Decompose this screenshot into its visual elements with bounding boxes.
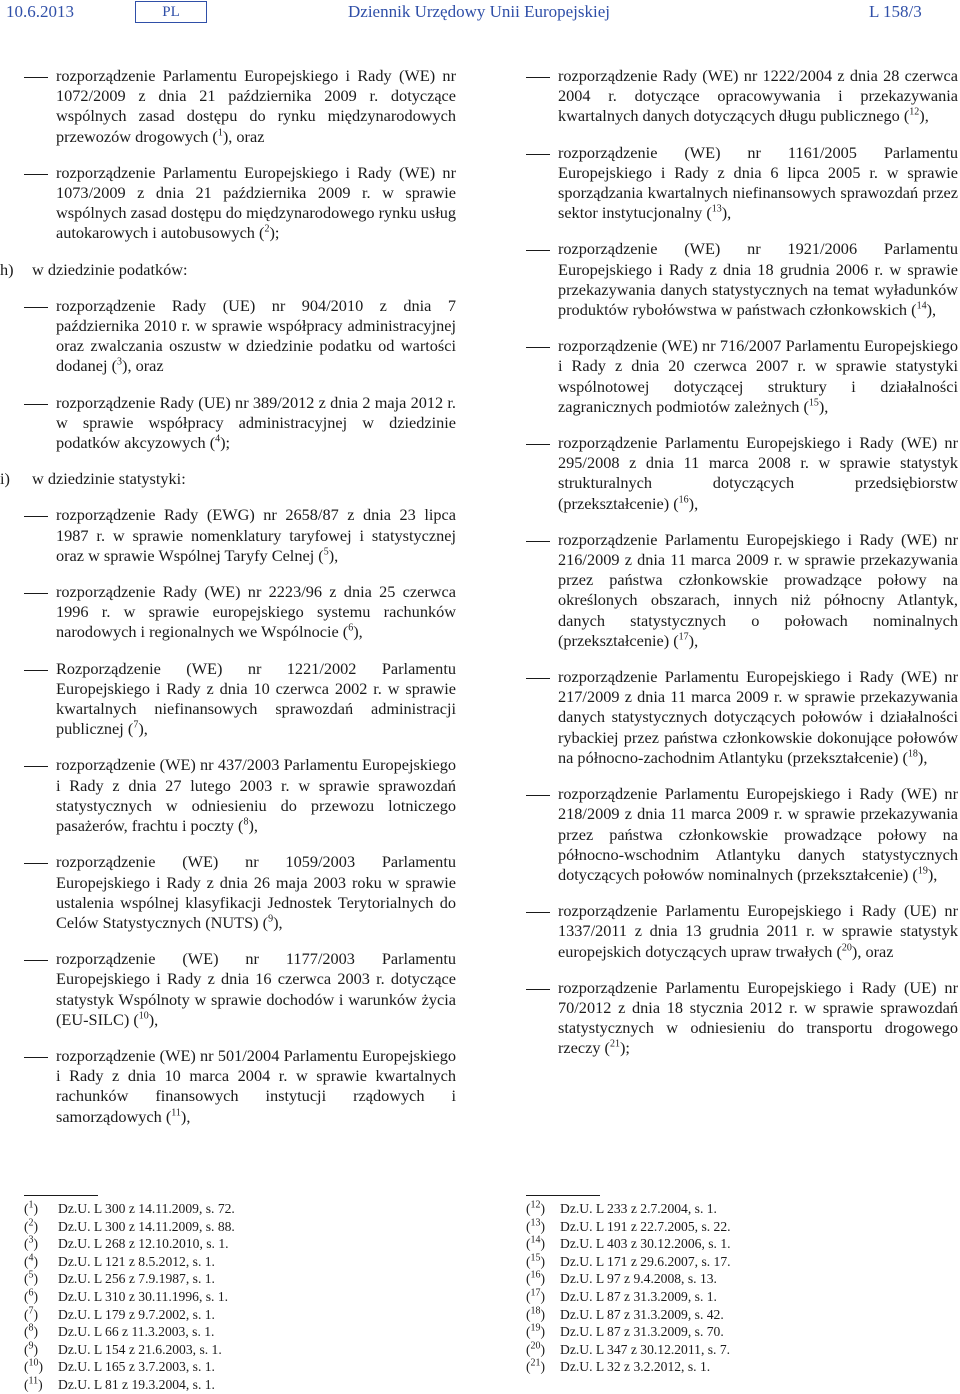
regulation-text: rozporządzenie Parlamentu Europejskiego i Rady (UE) nr 70/2012 z dnia 18 stycznia 2012 r. w sprawie sprawozdań statystycznych w odniesieniu do transportu drogowego rzeczy ( <box>558 977 958 1058</box>
footnote <box>24 1270 464 1288</box>
footnote-ref[interactable]: 13 <box>711 203 722 215</box>
regulation-text: Rozporządzenie (WE) nr 1221/2002 Parlamentu Europejskiego i Rady z dnia 10 czerwca 2002 r. w sprawie kwartalnych niefinansowych sprawozdań administracji publicznej ( <box>56 658 456 739</box>
footnote-number-value: 16 <box>530 1269 541 1281</box>
footnote-ref[interactable]: 3 <box>117 357 123 369</box>
section-h-title: w dziedzinie podatków: <box>32 259 188 279</box>
footnote-ref[interactable]: 12 <box>909 106 920 118</box>
footnote-number-value: 6 <box>28 1287 34 1299</box>
footnote <box>526 1218 956 1236</box>
footnotes-right <box>526 1200 956 1376</box>
regulation-text: rozporządzenie Parlamentu Europejskiego i Rady (WE) nr 218/2009 z dnia 11 marca 2009 r. w sprawie przekazywania przez państwa członkowskie prowadzące połowy na północno-wschodnim Atlantyku danych statystycznych dotyczących połowów nominalnych (przekształcenie) ( <box>558 784 958 884</box>
footnote-number: ($^7$) <box>24 1305 39 1322</box>
regulation-tail: ), <box>721 203 732 223</box>
footnote-text: Dz.U. L 81 z 19.3.2004, s. 1. <box>58 1376 215 1392</box>
footnote-ref[interactable]: 19 <box>917 865 928 877</box>
footnote-number-value: 21 <box>530 1357 541 1369</box>
regulation-tail: ), <box>919 106 929 126</box>
regulation-text: rozporządzenie Rady (EWG) nr 2658/87 z dnia 23 lipca 1987 r. w sprawie nomenklatury taryfowej i statystycznej oraz w sprawie Wspólnej Taryfy Celnej ( <box>56 505 456 565</box>
footnote-number: ($^{13}$) <box>526 1217 546 1234</box>
footnote-number: ($^{12}$) <box>526 1199 546 1216</box>
regulation-tail: ), oraz <box>851 941 894 961</box>
regulation-text: rozporządzenie Rady (WE) nr 2223/96 z dnia 25 czerwca 1996 r. w sprawie europejskiego systemu rachunków narodowych i regionalnych we Wspólnocie ( <box>56 582 456 642</box>
regulation-item <box>24 949 456 1030</box>
regulation-item <box>526 239 958 320</box>
footnote-number: ($^{10}$) <box>24 1357 44 1375</box>
footnote-text: Dz.U. L 300 z 14.11.2009, s. 88. <box>58 1218 235 1234</box>
footnote-number: ($^{15}$) <box>526 1252 546 1269</box>
footnote-ref[interactable]: 9 <box>268 913 274 925</box>
footnote-number-value: 15 <box>530 1252 541 1264</box>
section-i-label: i) <box>0 469 10 489</box>
footnote-number: ($^3$) <box>24 1234 39 1252</box>
regulation-text: rozporządzenie Parlamentu Europejskiego i Rady (WE) nr 1073/2009 z dnia 21 października 2009 r. w sprawie wspólnych zasad dostępu do międzynarodowego rynku usług autokarowych i autobusowych ( <box>56 162 456 243</box>
footnote-text: Dz.U. L 256 z 7.9.1987, s. 1. <box>58 1271 215 1287</box>
footnote-text: Dz.U. L 403 z 30.12.2006, s. 1. <box>560 1236 731 1252</box>
footnote-number: ($^{18}$) <box>526 1305 546 1322</box>
footnote-number-value: 8 <box>28 1322 34 1334</box>
footnote-text: Dz.U. L 165 z 3.7.2003, s. 1. <box>58 1359 215 1375</box>
footnote-ref[interactable]: 16 <box>678 494 689 506</box>
regulation-text: rozporządzenie (WE) nr 437/2003 Parlamentu Europejskiego i Rady z dnia 27 lutego 2003 r. w sprawie sprawozdań statystycznych w odniesieniu do przewozu lotniczego pasażerów, frachtu i poczty ( <box>56 755 456 836</box>
regulation-item <box>526 978 958 1059</box>
regulation-tail: ), <box>927 864 938 884</box>
regulation-item <box>24 393 456 454</box>
regulation-item <box>24 163 456 244</box>
footnote <box>526 1253 956 1271</box>
regulation-item <box>24 755 456 836</box>
regulation-item <box>526 667 958 768</box>
footnote <box>526 1341 956 1359</box>
regulation-tail: ), <box>688 493 699 513</box>
regulation-tail: ), <box>180 1106 191 1126</box>
language-badge: PL <box>135 1 207 23</box>
regulation-text: rozporządzenie (WE) nr 1059/2003 Parlamentu Europejskiego i Rady z dnia 26 maja 2003 roku w sprawie ustalenia wspólnej klasyfikacji Jednostek Terytorialnych do Celów Statystycznych (NUTS) ( <box>56 852 456 932</box>
regulation-text: rozporządzenie Rady (WE) nr 1222/2004 z dnia 28 czerwca 2004 r. dotyczące opracowywania i przekazywania kwartalnych danych dotyczących długu publicznego ( <box>558 66 958 126</box>
footnote <box>526 1288 956 1306</box>
regulation-item <box>526 66 958 127</box>
regulation-item <box>526 433 958 514</box>
footnote <box>526 1306 956 1324</box>
footnote-ref[interactable]: 21 <box>609 1038 620 1050</box>
footnote <box>526 1358 956 1376</box>
footnote-ref[interactable]: 5 <box>323 546 329 558</box>
section-h <box>0 260 456 280</box>
footnote-ref[interactable]: 6 <box>348 623 354 635</box>
footnote <box>24 1235 464 1253</box>
regulation-text: rozporządzenie (WE) nr 1177/2003 Parlamentu Europejskiego i Rady z dnia 16 czerwca 2003 r. dotyczące statystyk Wspólnoty w sprawie dochodów i warunków życia (EU-SILC) ( <box>56 949 456 1029</box>
footnote-text: Dz.U. L 179 z 9.7.2002, s. 1. <box>58 1306 215 1322</box>
footnote-number: ($^9$) <box>24 1340 39 1357</box>
footnote <box>526 1270 956 1288</box>
footnote-number: ($^{21}$) <box>526 1357 546 1375</box>
regulation-tail: ), <box>328 545 339 565</box>
footnote-number: ($^6$) <box>24 1287 39 1304</box>
regulation-text: rozporządzenie Rady (UE) nr 389/2012 z dnia 2 maja 2012 r. w sprawie współpracy administracyjnej w dziedzinie podatków akcyzowych ( <box>56 392 456 453</box>
footnote-number-value: 10 <box>28 1357 39 1369</box>
footnote-text: Dz.U. L 268 z 12.10.2010, s. 1. <box>58 1236 229 1252</box>
footnote-number: ($^{11}$) <box>24 1375 43 1392</box>
regulation-text: rozporządzenie Rady (UE) nr 904/2010 z dnia 7 października 2010 r. w sprawie współpracy administracyjnej oraz zwalczania oszustw w dziedzinie podatku od wartości dodanej ( <box>56 295 456 376</box>
footnote <box>24 1358 464 1376</box>
footnote-number: ($^8$) <box>24 1322 39 1340</box>
footnote-text: Dz.U. L 191 z 22.7.2005, s. 22. <box>560 1218 731 1234</box>
footnote-number-value: 2 <box>28 1217 34 1229</box>
footnote-number-value: 11 <box>28 1375 39 1387</box>
footnote-ref[interactable]: 15 <box>808 397 819 409</box>
footnote-ref[interactable]: 4 <box>215 433 221 445</box>
footnote-number-value: 1 <box>28 1199 34 1211</box>
footnote-number-value: 7 <box>28 1305 34 1317</box>
regulation-tail: ), <box>138 719 148 739</box>
footnote-number: ($^{17}$) <box>526 1287 546 1304</box>
right-column <box>526 66 958 1075</box>
footnote-number: ($^{20}$) <box>526 1340 546 1357</box>
regulation-tail: ), oraz <box>222 126 265 146</box>
footnote-text: Dz.U. L 171 z 29.6.2007, s. 17. <box>560 1253 731 1269</box>
footnote-ref[interactable]: 1 <box>217 127 223 139</box>
publication-date: 10.6.2013 <box>6 2 74 21</box>
footnote-ref[interactable]: 20 <box>841 942 852 954</box>
footnote-text: Dz.U. L 32 z 3.2.2012, s. 1. <box>560 1359 711 1375</box>
footnote <box>526 1235 956 1253</box>
footnote-text: Dz.U. L 66 z 11.3.2003, s. 1. <box>58 1324 215 1340</box>
footnote-ref[interactable]: 10 <box>138 1010 149 1022</box>
regulation-item <box>526 336 958 417</box>
page-number: L 158/3 <box>869 2 922 21</box>
footnote-number-value: 13 <box>530 1217 541 1229</box>
regulation-text: rozporządzenie (WE) nr 501/2004 Parlamentu Europejskiego i Rady z dnia 10 marca 2004 r. w sprawie kwartalnych rachunków finansowych instytucji rządowych i samorządowych ( <box>56 1045 456 1126</box>
footnote-ref[interactable]: 8 <box>243 816 249 828</box>
footnote <box>24 1200 464 1218</box>
footnote-ref[interactable]: 7 <box>133 719 139 731</box>
regulation-item <box>526 143 958 224</box>
footnote <box>24 1341 464 1359</box>
footnote <box>24 1376 464 1394</box>
footnote-text: Dz.U. L 233 z 2.7.2004, s. 1. <box>560 1201 717 1216</box>
footnote-number-value: 20 <box>530 1340 541 1352</box>
regulation-text: rozporządzenie Parlamentu Europejskiego i Rady (WE) nr 1072/2009 z dnia 21 października 2009 r. dotyczące wspólnych zasad dostępu do rynku międzynarodowych przewozów drogowych ( <box>56 66 456 146</box>
regulation-text: rozporządzenie Parlamentu Europejskiego i Rady (WE) nr 217/2009 z dnia 11 marca 2009 r. w sprawie przekazywania danych statystycznych dotyczących połowów i działalności rybackiej przez państwa członkowskie dokonujące połowów na północno-zachodnim Atlantyku (przekształcenie) ( <box>558 667 958 767</box>
regulation-text: rozporządzenie Parlamentu Europejskiego i Rady (UE) nr 1337/2011 z dnia 13 grudnia 2011 r. w sprawie statystyk europejskich dotyczących upraw trwałych ( <box>558 901 958 961</box>
footnote-number-value: 19 <box>530 1322 541 1334</box>
footnote-number-value: 9 <box>28 1340 34 1352</box>
regulation-item <box>24 582 456 643</box>
footnote-number: ($^{14}$) <box>526 1234 546 1252</box>
footnote-text: Dz.U. L 97 z 9.4.2008, s. 13. <box>560 1271 717 1287</box>
footnote-number: ($^5$) <box>24 1269 39 1287</box>
footnote-number-value: 18 <box>530 1305 541 1317</box>
footnote <box>526 1323 956 1341</box>
regulation-tail: ), <box>148 1009 159 1029</box>
footnote-number-value: 3 <box>28 1234 34 1246</box>
regulation-item <box>24 1046 456 1127</box>
regulation-text: rozporządzenie (WE) nr 1921/2006 Parlamentu Europejskiego i Rady z dnia 18 grudnia 2006 r. w sprawie przekazywania danych statystycznych na temat wyładunków produktów rybołówstwa w państwach członkowskich ( <box>558 239 958 320</box>
footnote-number: ($^4$) <box>24 1252 39 1269</box>
regulation-text: rozporządzenie Parlamentu Europejskiego i Rady (WE) nr 216/2009 z dnia 11 marca 2009 r. w sprawie przekazywania przez państwa członkowskie prowadzące połowy na określonych obszarach, innych niż północny Atlantyk, danych statystycznych o połowach nominalnych (przekształcenie) ( <box>558 529 958 650</box>
regulation-item <box>526 901 958 962</box>
footnote-ref[interactable]: 17 <box>678 631 689 643</box>
footnote <box>24 1306 464 1324</box>
footnote-ref[interactable]: 14 <box>916 300 927 312</box>
footnote-number: ($^1$) <box>24 1199 39 1216</box>
regulation-item <box>24 852 456 933</box>
regulation-tail: ); <box>619 1038 630 1058</box>
regulation-tail: ), <box>248 816 258 836</box>
journal-title: Dziennik Urzędowy Unii Europejskiej <box>348 2 611 21</box>
left-column <box>0 66 456 1143</box>
regulation-item <box>24 659 456 740</box>
footnote-text: Dz.U. L 121 z 8.5.2012, s. 1. <box>58 1253 215 1269</box>
regulation-text: rozporządzenie Parlamentu Europejskiego i Rady (WE) nr 295/2008 z dnia 11 marca 2008 r. w sprawie statystyk strukturalnych dotyczących przedsiębiorstw (przekształcenie) ( <box>558 433 958 513</box>
footnote-ref[interactable]: 2 <box>264 224 270 235</box>
regulation-tail: ), <box>688 630 699 650</box>
footnote-number-value: 12 <box>530 1199 541 1211</box>
footnote-number: ($^2$) <box>24 1217 39 1234</box>
footnote <box>24 1288 464 1306</box>
section-h-label: h) <box>0 259 14 279</box>
footnote <box>24 1253 464 1271</box>
footnote-rule-right <box>526 1195 600 1196</box>
footnote-number-value: 14 <box>530 1234 541 1246</box>
regulation-tail: ), <box>926 300 937 320</box>
footnote-rule-left <box>24 1195 98 1196</box>
footnote <box>24 1218 464 1236</box>
regulation-item <box>24 505 456 566</box>
regulation-text: rozporządzenie (WE) nr 716/2007 Parlamentu Europejskiego i Rady z dnia 20 czerwca 2007 r. w sprawie statystyki wspólnotowej dotyczącej struktury i działalności zagranicznych podmiotów zależnych ( <box>558 336 958 416</box>
footnote-text: Dz.U. L 347 z 30.12.2011, s. 7. <box>560 1341 731 1357</box>
footnote-text: Dz.U. L 310 z 30.11.1996, s. 1. <box>58 1288 229 1304</box>
footnote-number-value: 4 <box>28 1252 34 1264</box>
regulation-item <box>24 66 456 147</box>
footnote-number-value: 5 <box>28 1269 34 1281</box>
regulation-tail: ), <box>353 622 363 642</box>
regulation-tail: ); <box>269 223 280 243</box>
footnote <box>526 1200 956 1218</box>
footnote-text: Dz.U. L 300 z 14.11.2009, s. 72. <box>58 1201 235 1216</box>
footnote-number: ($^{16}$) <box>526 1269 546 1287</box>
footnote <box>24 1323 464 1341</box>
footnote-text: Dz.U. L 87 z 31.3.2009, s. 70. <box>560 1324 724 1340</box>
regulation-text: rozporządzenie (WE) nr 1161/2005 Parlamentu Europejskiego i Rady z dnia 6 lipca 2005 r. w sprawie sporządzania kwartalnych niefinansowych sprawozdań przez sektor instytucjonalny ( <box>558 142 958 223</box>
regulation-tail: ), <box>917 747 928 767</box>
footnote-text: Dz.U. L 87 z 31.3.2009, s. 1. <box>560 1288 717 1304</box>
footnote-text: Dz.U. L 87 z 31.3.2009, s. 42. <box>560 1306 724 1322</box>
regulation-item <box>24 296 456 377</box>
section-i <box>0 469 456 489</box>
regulation-tail: ), oraz <box>122 356 164 376</box>
footnote-ref[interactable]: 11 <box>171 1107 181 1119</box>
footnote-number: ($^{19}$) <box>526 1322 546 1340</box>
regulation-tail: ); <box>220 433 231 453</box>
footnote-number-value: 17 <box>530 1287 541 1299</box>
footnotes-left <box>24 1200 464 1394</box>
footnote-text: Dz.U. L 154 z 21.6.2003, s. 1. <box>58 1341 222 1357</box>
footnote-ref[interactable]: 18 <box>907 748 918 760</box>
regulation-item <box>526 784 958 885</box>
regulation-tail: ), <box>818 396 829 416</box>
regulation-tail: ), <box>273 912 283 932</box>
section-i-title: w dziedzinie statystyki: <box>32 469 186 489</box>
regulation-item <box>526 530 958 651</box>
